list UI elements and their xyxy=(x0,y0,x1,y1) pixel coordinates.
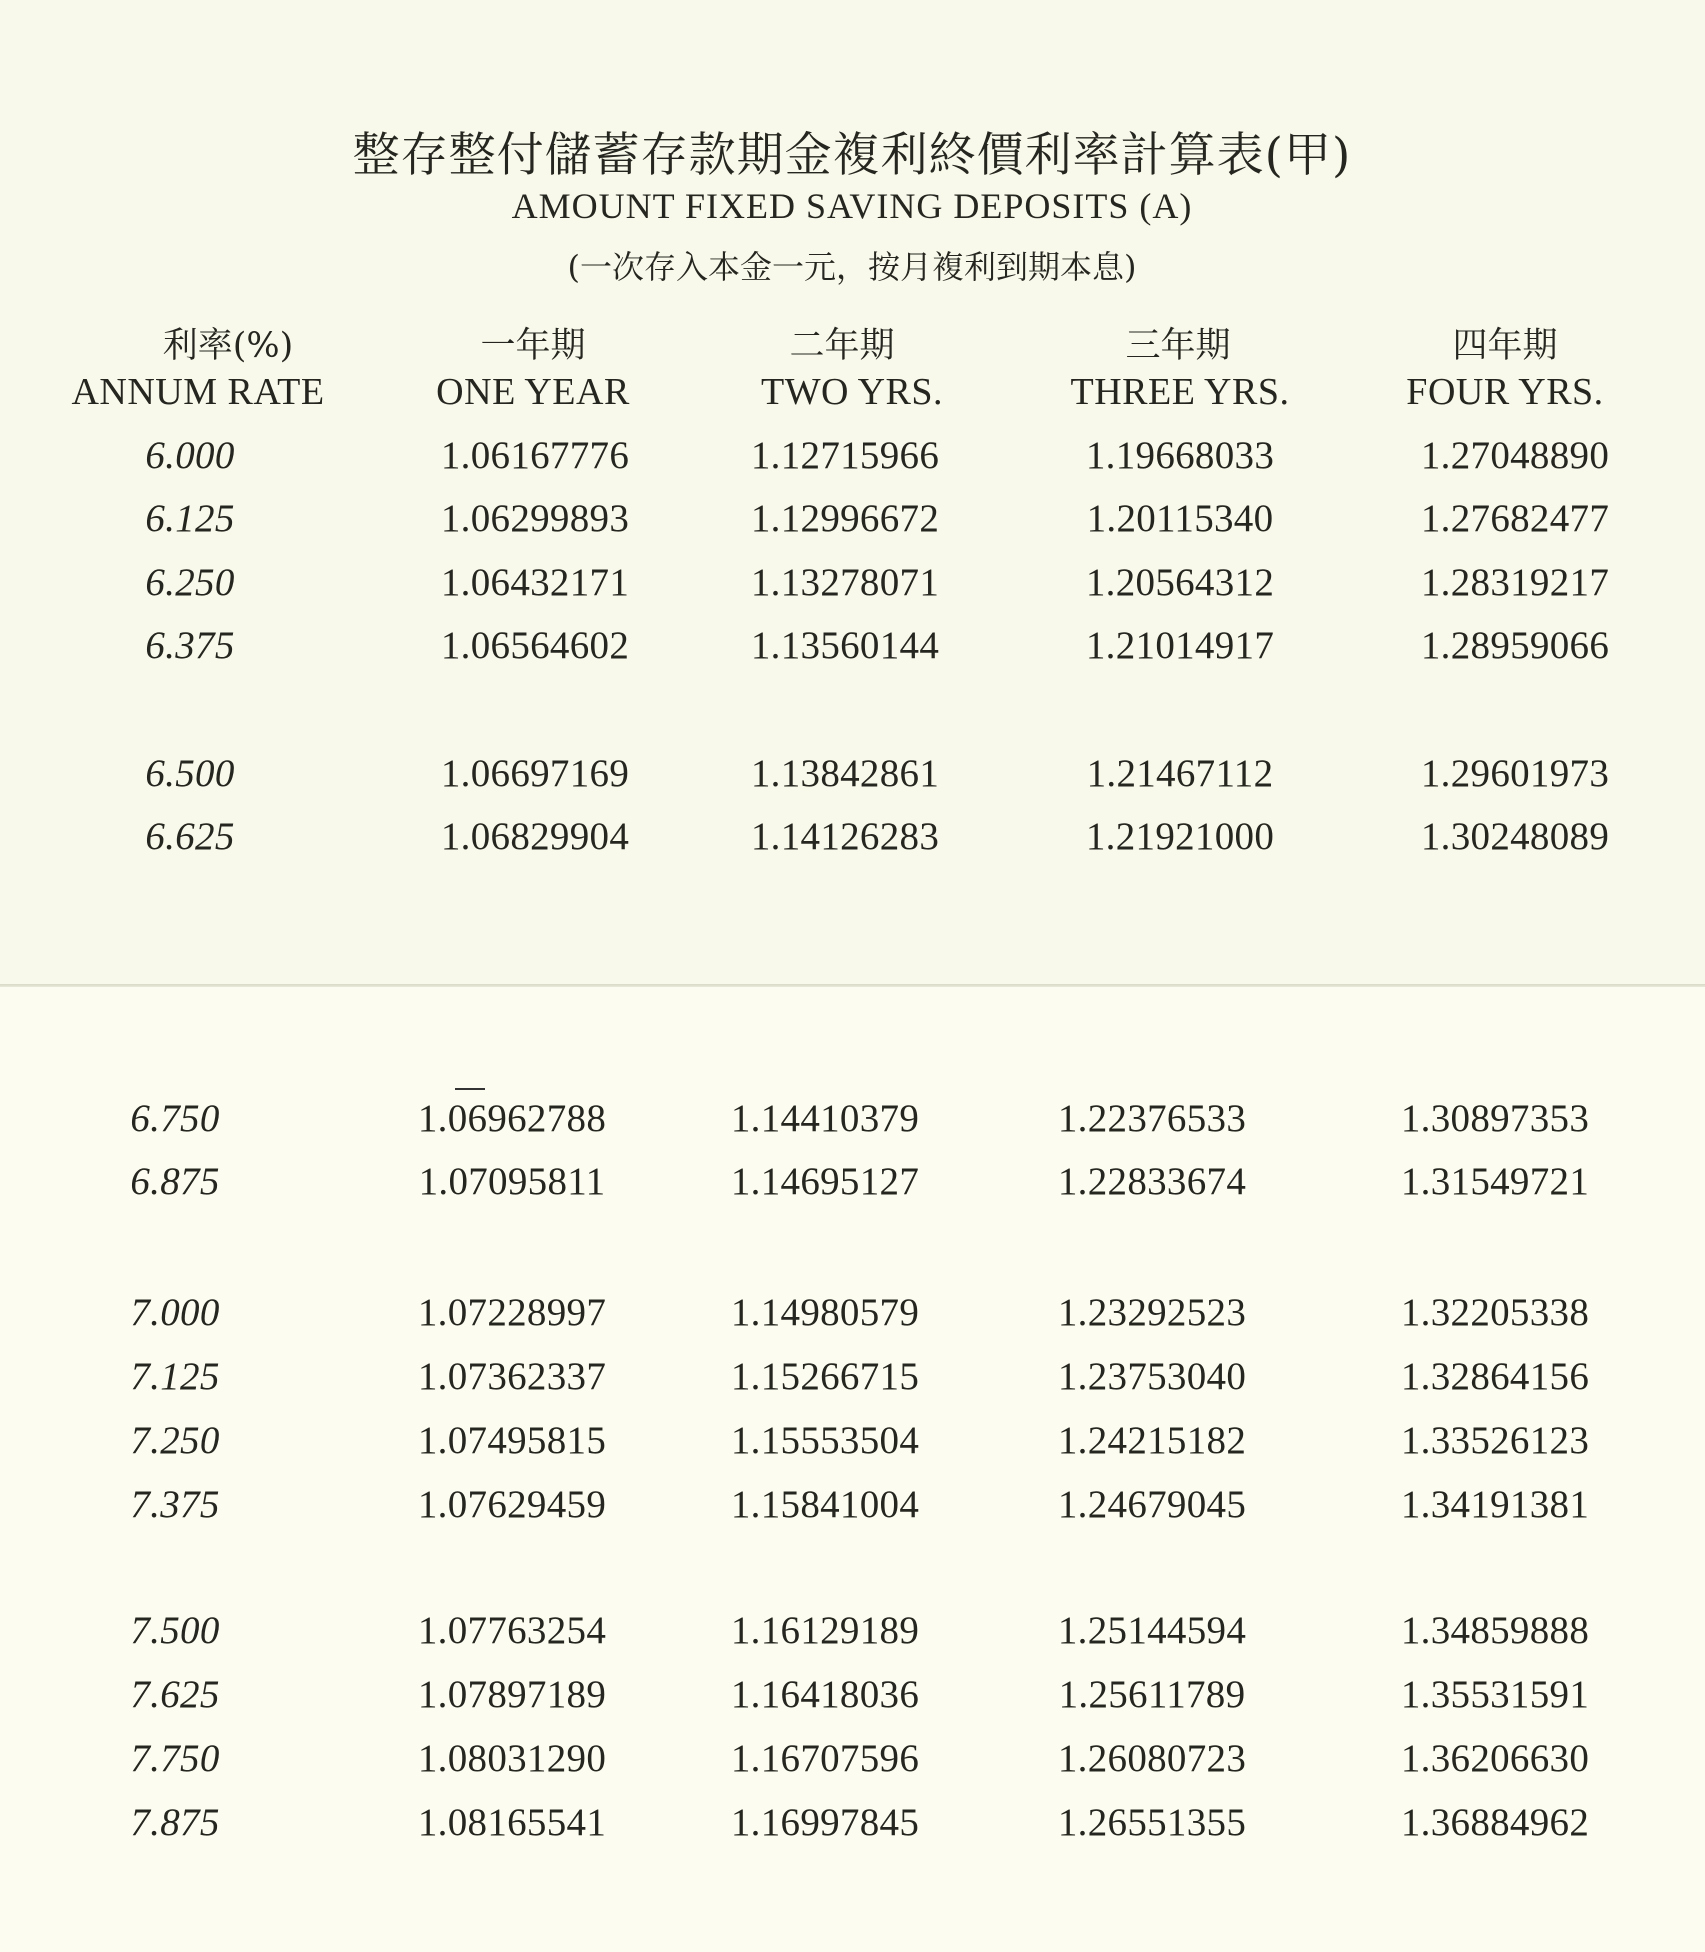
two-years-cell: 1.12996672 xyxy=(750,497,940,540)
table-row xyxy=(0,1354,1705,1404)
two-years-cell: 1.14695127 xyxy=(730,1160,920,1203)
one-year-cell: 1.06432171 xyxy=(440,561,630,604)
three-years-cell: 1.21014917 xyxy=(1085,624,1275,667)
one-year-cell: 1.07495815 xyxy=(417,1419,607,1462)
rate-cell: 6.250 xyxy=(145,561,235,604)
table-row xyxy=(0,560,1705,610)
four-years-cell: 1.27682477 xyxy=(1420,497,1610,540)
three-years-cell: 1.21921000 xyxy=(1085,815,1275,858)
rate-cell: 6.125 xyxy=(145,497,235,540)
three-years-cell: 1.25144594 xyxy=(1057,1609,1247,1652)
header-three-years-en: THREE YRS. xyxy=(1070,371,1290,413)
four-years-cell: 1.27048890 xyxy=(1420,434,1610,477)
four-years-cell: 1.34191381 xyxy=(1400,1483,1590,1526)
three-years-cell: 1.19668033 xyxy=(1085,434,1275,477)
four-years-cell: 1.30897353 xyxy=(1400,1097,1590,1140)
three-years-cell: 1.21467112 xyxy=(1086,752,1274,795)
two-years-cell: 1.14980579 xyxy=(730,1291,920,1334)
header-one-year-en: ONE YEAR xyxy=(436,371,630,413)
three-years-cell: 1.20115340 xyxy=(1086,497,1274,540)
rate-cell: 6.625 xyxy=(145,815,235,858)
rate-cell: 7.250 xyxy=(130,1419,220,1462)
fold-line xyxy=(0,984,1705,987)
one-year-cell: 1.07763254 xyxy=(417,1609,607,1652)
rate-cell: 7.500 xyxy=(130,1609,220,1652)
rate-cell: 7.750 xyxy=(130,1737,220,1780)
three-years-cell: 1.26080723 xyxy=(1057,1737,1247,1780)
two-years-cell: 1.13560144 xyxy=(750,624,940,667)
three-years-cell: 1.20564312 xyxy=(1085,561,1275,604)
header-two-years-en: TWO YRS. xyxy=(760,371,944,413)
table-note-zh: (一次存入本金一元，按月複利到期本息) xyxy=(567,248,1137,286)
table-row xyxy=(0,751,1705,801)
four-years-cell: 1.32205338 xyxy=(1400,1291,1590,1334)
four-years-cell: 1.28319217 xyxy=(1420,561,1610,604)
header-four-years-zh: 四年期 xyxy=(1452,326,1558,366)
two-years-cell: 1.16707596 xyxy=(730,1737,920,1780)
three-years-cell: 1.24679045 xyxy=(1057,1483,1247,1526)
one-year-cell: 1.07897189 xyxy=(417,1673,607,1716)
rate-cell: 6.500 xyxy=(145,752,235,795)
rate-cell: 7.375 xyxy=(130,1483,220,1526)
rate-cell: 6.875 xyxy=(130,1160,220,1203)
table-row xyxy=(0,1159,1705,1209)
two-years-cell: 1.14126283 xyxy=(750,815,940,858)
table-row xyxy=(0,1608,1705,1658)
three-years-cell: 1.23753040 xyxy=(1057,1355,1247,1398)
one-year-cell: 1.06564602 xyxy=(440,624,630,667)
rate-cell: 7.875 xyxy=(130,1801,220,1844)
four-years-cell: 1.35531591 xyxy=(1400,1673,1590,1716)
table-row xyxy=(0,814,1705,864)
one-year-cell: 1.08031290 xyxy=(417,1737,607,1780)
three-years-cell: 1.22833674 xyxy=(1057,1160,1247,1203)
header-one-year-zh: 一年期 xyxy=(480,326,586,366)
two-years-cell: 1.12715966 xyxy=(750,434,940,477)
three-years-cell: 1.26551355 xyxy=(1057,1801,1247,1844)
one-year-cell: 1.06167776 xyxy=(440,434,630,477)
rate-cell: 6.750 xyxy=(130,1097,220,1140)
table-row xyxy=(0,1736,1705,1786)
table-title-zh: 整存整付儲蓄存款期金複利終價利率計算表(甲) xyxy=(352,128,1352,183)
one-year-cell: 1.07095811 xyxy=(418,1160,606,1203)
two-years-cell: 1.14410379 xyxy=(730,1097,920,1140)
table-row xyxy=(0,496,1705,546)
one-year-cell: 1.08165541 xyxy=(417,1801,607,1844)
table-row xyxy=(0,1096,1705,1146)
two-years-cell: 1.16997845 xyxy=(730,1801,920,1844)
one-year-cell: 1.07228997 xyxy=(417,1291,607,1334)
two-years-cell: 1.15266715 xyxy=(730,1355,920,1398)
table-row xyxy=(0,1482,1705,1532)
one-year-cell: 1.06697169 xyxy=(440,752,630,795)
header-four-years-en: FOUR YRS. xyxy=(1406,371,1604,413)
table-row xyxy=(0,1290,1705,1340)
one-year-cell: 1.06962788 xyxy=(417,1097,607,1140)
table-row xyxy=(0,1800,1705,1850)
table-row xyxy=(0,1418,1705,1468)
header-three-years-zh: 三年期 xyxy=(1125,326,1231,366)
one-year-cell: 1.06299893 xyxy=(440,497,630,540)
three-years-cell: 1.24215182 xyxy=(1057,1419,1247,1462)
table-row xyxy=(0,1672,1705,1722)
three-years-cell: 1.23292523 xyxy=(1057,1291,1247,1334)
four-years-cell: 1.36884962 xyxy=(1400,1801,1590,1844)
one-year-cell: 1.06829904 xyxy=(440,815,630,858)
two-years-cell: 1.13842861 xyxy=(750,752,940,795)
two-years-cell: 1.16129189 xyxy=(730,1609,920,1652)
rate-cell: 6.375 xyxy=(145,624,235,667)
four-years-cell: 1.30248089 xyxy=(1420,815,1610,858)
header-rate-zh: 利率(%) xyxy=(162,326,294,366)
one-year-cell: 1.07629459 xyxy=(417,1483,607,1526)
rate-cell: 7.000 xyxy=(130,1291,220,1334)
table-title-en: AMOUNT FIXED SAVING DEPOSITS (A) xyxy=(511,186,1193,226)
header-rate-en: ANNUM RATE xyxy=(71,371,325,413)
rate-cell: 7.125 xyxy=(130,1355,220,1398)
four-years-cell: 1.34859888 xyxy=(1400,1609,1590,1652)
two-years-cell: 1.13278071 xyxy=(750,561,940,604)
four-years-cell: 1.36206630 xyxy=(1400,1737,1590,1780)
four-years-cell: 1.32864156 xyxy=(1400,1355,1590,1398)
one-year-cell: 1.07362337 xyxy=(417,1355,607,1398)
table-row xyxy=(0,433,1705,483)
four-years-cell: 1.28959066 xyxy=(1420,624,1610,667)
two-years-cell: 1.16418036 xyxy=(730,1673,920,1716)
rate-cell: 7.625 xyxy=(130,1673,220,1716)
two-years-cell: 1.15553504 xyxy=(730,1419,920,1462)
ink-mark xyxy=(455,1088,485,1090)
table-row xyxy=(0,623,1705,673)
four-years-cell: 1.29601973 xyxy=(1420,752,1610,795)
rate-cell: 6.000 xyxy=(145,434,235,477)
header-two-years-zh: 二年期 xyxy=(789,326,895,366)
three-years-cell: 1.22376533 xyxy=(1057,1097,1247,1140)
two-years-cell: 1.15841004 xyxy=(730,1483,920,1526)
three-years-cell: 1.25611789 xyxy=(1058,1673,1246,1716)
four-years-cell: 1.33526123 xyxy=(1400,1419,1590,1462)
four-years-cell: 1.31549721 xyxy=(1400,1160,1590,1203)
